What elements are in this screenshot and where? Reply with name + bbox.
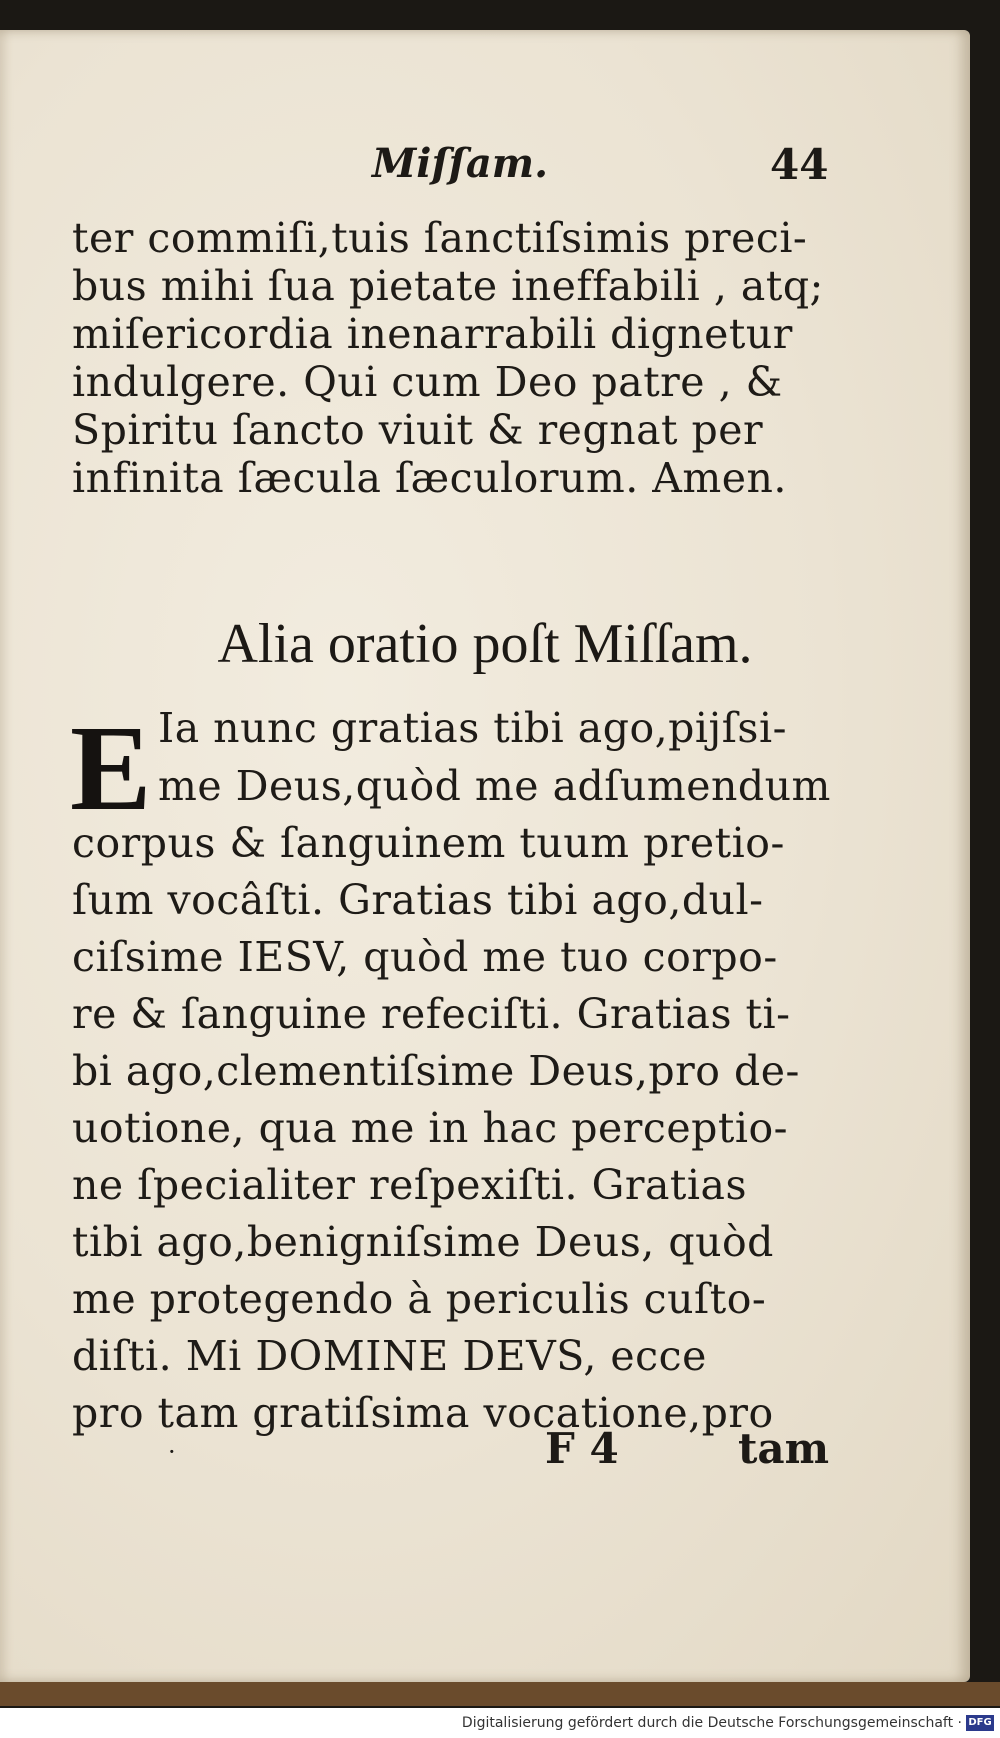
printer-mark: · xyxy=(168,1438,176,1466)
dfg-logo: DFG xyxy=(966,1715,994,1731)
text-line: tibi ago,benigniſsime Deus, quòd xyxy=(72,1218,774,1266)
text-line: indulgere. Qui cum Deo patre , & xyxy=(72,358,783,406)
funding-credit: Digitalisierung gefördert durch die Deutsche Forschungsgemeinschaft · xyxy=(461,1715,962,1731)
text-line: ſum vocâſti. Gratias tibi ago,dul- xyxy=(72,876,764,924)
text-line: ciſsime IESV, quòd me tuo corpo- xyxy=(72,933,778,981)
text-line: diſti. Mi DOMINE DEVS, ecce xyxy=(72,1332,707,1380)
catchword: tam xyxy=(738,1424,830,1473)
text-line: me protegendo à periculis cuſto- xyxy=(72,1275,767,1323)
drop-cap: E xyxy=(70,701,152,836)
digitization-footer xyxy=(0,1708,1000,1738)
text-line: corpus & ſanguinem tuum pretio- xyxy=(72,819,785,867)
text-line: me Deus,quòd me adſumendum xyxy=(158,762,831,810)
text-line: bus mihi ſua pietate ineffabili , atq; xyxy=(72,262,824,310)
section-heading: Alia oratio poſt Miſſam. xyxy=(217,613,753,675)
text-line: ne ſpecialiter reſpexiſti. Gratias xyxy=(72,1161,747,1209)
text-line: Spiritu ſancto viuit & regnat per xyxy=(72,406,764,454)
text-line: re & ſanguine refeciſti. Gratias ti- xyxy=(72,990,791,1038)
page-number: 44 xyxy=(770,140,829,189)
text-line: Ia nunc gratias tibi ago,pijſsi- xyxy=(158,704,787,752)
signature-mark: F 4 xyxy=(545,1424,619,1473)
text-line: miſericordia inenarrabili dignetur xyxy=(72,310,793,358)
text-line: infinita ſæcula ſæculorum. Amen. xyxy=(72,454,787,502)
text-line: bi ago,clementiſsime Deus,pro de- xyxy=(72,1047,800,1095)
text-line: uotione, qua me in hac perceptio- xyxy=(72,1104,789,1152)
running-head xyxy=(0,140,970,200)
page-edge xyxy=(0,1682,1000,1706)
text-line: pro tam gratiſsima vocatione,pro xyxy=(72,1389,774,1437)
running-head-title: Miſſam. xyxy=(372,140,549,187)
text-line: ter commiſi,tuis ſanctiſsimis preci- xyxy=(72,214,808,262)
